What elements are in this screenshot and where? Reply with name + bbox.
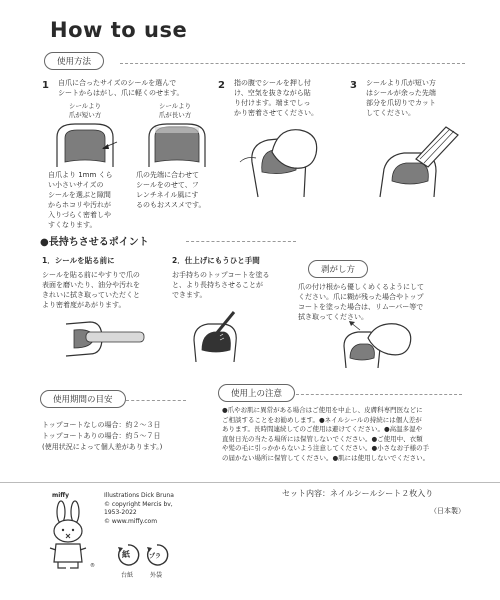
nail-short-illustration (55, 122, 120, 167)
step2-number: 2 (218, 80, 225, 91)
step1-text: 自爪に合ったサイズのシールを選んで シートからはがし、爪に軽くのせます。 (58, 79, 184, 97)
caution-divider (296, 394, 462, 395)
point1-text: シールを貼る前にやすりで爪の 表面を磨いたり、油分や汚れを きれいに拭き取っていただくと より密着度があがります。 (42, 271, 140, 309)
registered-mark-icon: ® (90, 563, 95, 569)
miffy-brand: miffy (52, 492, 70, 499)
step1-note-long: 爪の先端に合わせて シールをのせて、フ レンチネイル風にす るのもおススメです。 (136, 171, 206, 209)
step2-text: 指の腹でシールを押し付 け、空気を抜きながら貼 り付けます。端までしっ かり密着させてください。 (234, 79, 318, 117)
page-title: How to use (50, 18, 188, 42)
clip-nail-illustration (380, 125, 460, 197)
removal-section-label: 剥がし方 (308, 260, 368, 278)
step1-label-long: シールより 爪が長い方 (158, 102, 192, 119)
nail-long-illustration (147, 122, 207, 167)
footer-divider (0, 482, 500, 483)
plastic-recycle-symbol: プラ (149, 553, 162, 560)
point2-text: お手持ちのトップコートを塗る と、より長持ちさせることが できます。 (172, 271, 270, 299)
paper-recycle-label: 台紙 (121, 572, 134, 579)
step3-text: シールより爪が短い方 はシールが余った先端 部分を爪切りでカット してください。 (366, 79, 436, 117)
point2-heading: 2．仕上げにもうひと手間 (172, 256, 260, 265)
longevity-heading: ●長持ちさせるポイント (40, 237, 149, 248)
usage-divider (120, 63, 465, 64)
peel-sticker-illustration (340, 318, 420, 368)
set-contents: セット内容：ネイルシールシート２枚入り (282, 489, 434, 498)
period-divider (126, 400, 186, 401)
longevity-divider (186, 241, 296, 242)
credits-text: Illustrations Dick Bruna © copyright Mercis bv, 1953-2022 © www.miffy.com (104, 492, 174, 525)
usage-section-label: 使用方法 (44, 52, 104, 70)
caution-section-label: 使用上の注意 (218, 384, 295, 402)
step1-number: 1 (42, 80, 49, 91)
press-sticker-illustration (238, 122, 323, 197)
step1-note-short: 自爪より 1mm くら い小さいサイズの シールを選ぶと隙間 からホコリや汚れが 入りづらく密着しや すくなります。 (48, 171, 113, 229)
period-text: トップコートなしの場合：約２〜３日 トップコートありの場合：約５〜７日 (使用状況によって個人差があります。) (42, 421, 163, 451)
made-in-japan: （日本製） (430, 507, 465, 515)
caution-text: ●爪やお肌に異常がある場合はご使用を中止し、皮膚科専門医などに ご相談することをお勧めします。●ネイルシールの持続には個人差が あります。長時間連続してのご使用は避けてください。●高温多湿や 直射日光の当たる場所には保管しないでください。●ご使用中、衣類 や髪の毛に引っかからないよう注意してください。●小さなお子様の手 の届かない場所に保管してください。●肌には使用しないでください。 (222, 406, 430, 462)
period-section-label: 使用期間の目安 (40, 390, 126, 408)
plastic-recycle-label: 外袋 (150, 572, 163, 579)
paper-recycle-symbol: 紙 (122, 550, 130, 559)
removal-text: 爪の付け根から優しくめくるようにして ください。爪に糊が残った場合やトップ コートを塗った場合は、リムーバー等で 拭き取ってください。 (298, 283, 424, 321)
file-nail-illustration (66, 318, 146, 360)
topcoat-illustration (190, 310, 250, 362)
step3-number: 3 (350, 80, 357, 91)
miffy-logo-icon (44, 500, 92, 570)
step1-label-short: シールより 爪が短い方 (68, 102, 102, 119)
point1-heading: 1．シールを貼る前に (42, 256, 115, 265)
